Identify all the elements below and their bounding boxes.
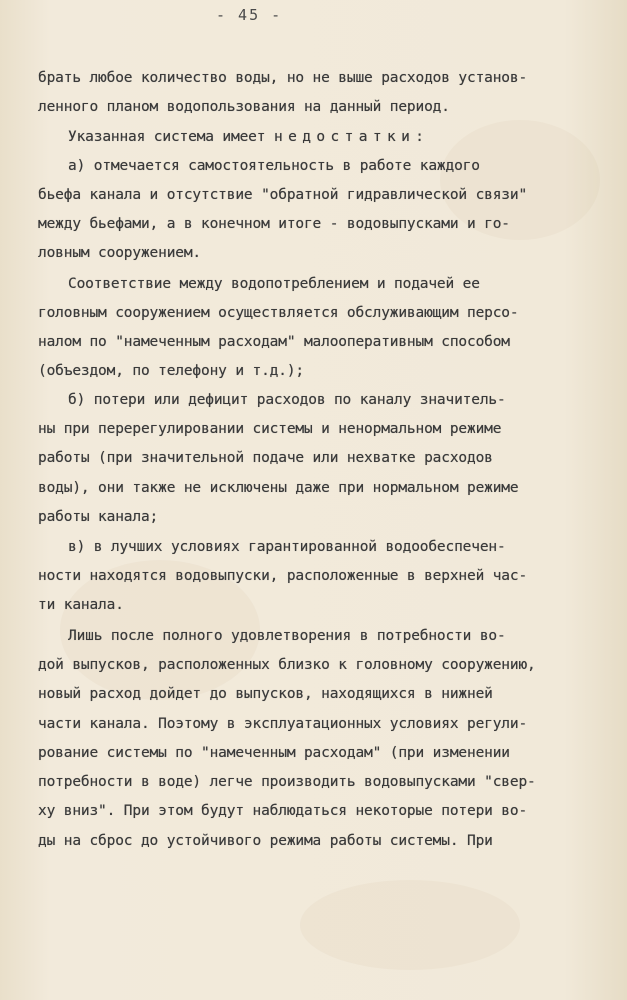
- text-line: работы канала;: [38, 509, 159, 525]
- text-line: ны при перерегулировании системы и ненормальном режиме: [38, 421, 502, 437]
- text-line: потребности в воде) легче производить водовыпусками "свер-: [38, 774, 536, 790]
- text-line: Лишь после полного удовлетворения в потребности во-: [68, 628, 506, 644]
- text-fragment: Указанная система имеет: [68, 129, 266, 145]
- text-line: ности находятся водовыпуски, расположенные в верхней час-: [38, 568, 528, 584]
- text-line: воды), они также не исключены даже при нормальном режиме: [38, 480, 519, 496]
- text-line: части канала. Поэтому в эксплуатационных условиях регули-: [38, 716, 528, 732]
- text-line: а) отмечается самостоятельность в работе каждого: [68, 158, 480, 174]
- text-line: рование системы по "намеченным расходам" (при изменении: [38, 745, 510, 761]
- text-line: брать любое количество воды, но не выше расходов установ-: [38, 70, 528, 86]
- text-line: налом по "намеченным расходам" малооперативным способом: [38, 334, 510, 350]
- text-line: (объездом, по телефону и т.д.);: [38, 363, 304, 379]
- text-line: [68, 128, 429, 146]
- text-line: между бьефами, а в конечном итоге - водовыпусками и го-: [38, 216, 510, 232]
- text-line: дой выпусков, расположенных близко к головному сооружению,: [38, 657, 536, 673]
- text-line: ти канала.: [38, 597, 124, 613]
- text-line: бьефа канала и отсутствие "обратной гидравлической связи": [38, 187, 528, 203]
- text-line: ды на сброс до устойчивого режима работы системы. При: [38, 833, 493, 849]
- text-line: б) потери или дефицит расходов по каналу значитель-: [68, 392, 506, 408]
- spaced-emphasis: недостатки:: [273, 129, 430, 145]
- text-line: работы (при значительной подаче или нехватке расходов: [38, 450, 493, 466]
- text-line: ловным сооружением.: [38, 245, 202, 261]
- text-line: новый расход дойдет до выпусков, находящихся в нижней: [38, 686, 493, 702]
- text-line: головным сооружением осуществляется обслуживающим персо-: [38, 305, 519, 321]
- text-line: Соответствие между водопотреблением и подачей ее: [68, 276, 480, 292]
- text-line: в) в лучших условиях гарантированной водообеспечен-: [68, 539, 506, 555]
- text-line: ху вниз". При этом будут наблюдаться некоторые потери во-: [38, 803, 528, 819]
- paper-stain: [300, 880, 520, 970]
- text-line: ленного планом водопользования на данный период.: [38, 99, 450, 115]
- page-number: - 45 -: [216, 6, 283, 24]
